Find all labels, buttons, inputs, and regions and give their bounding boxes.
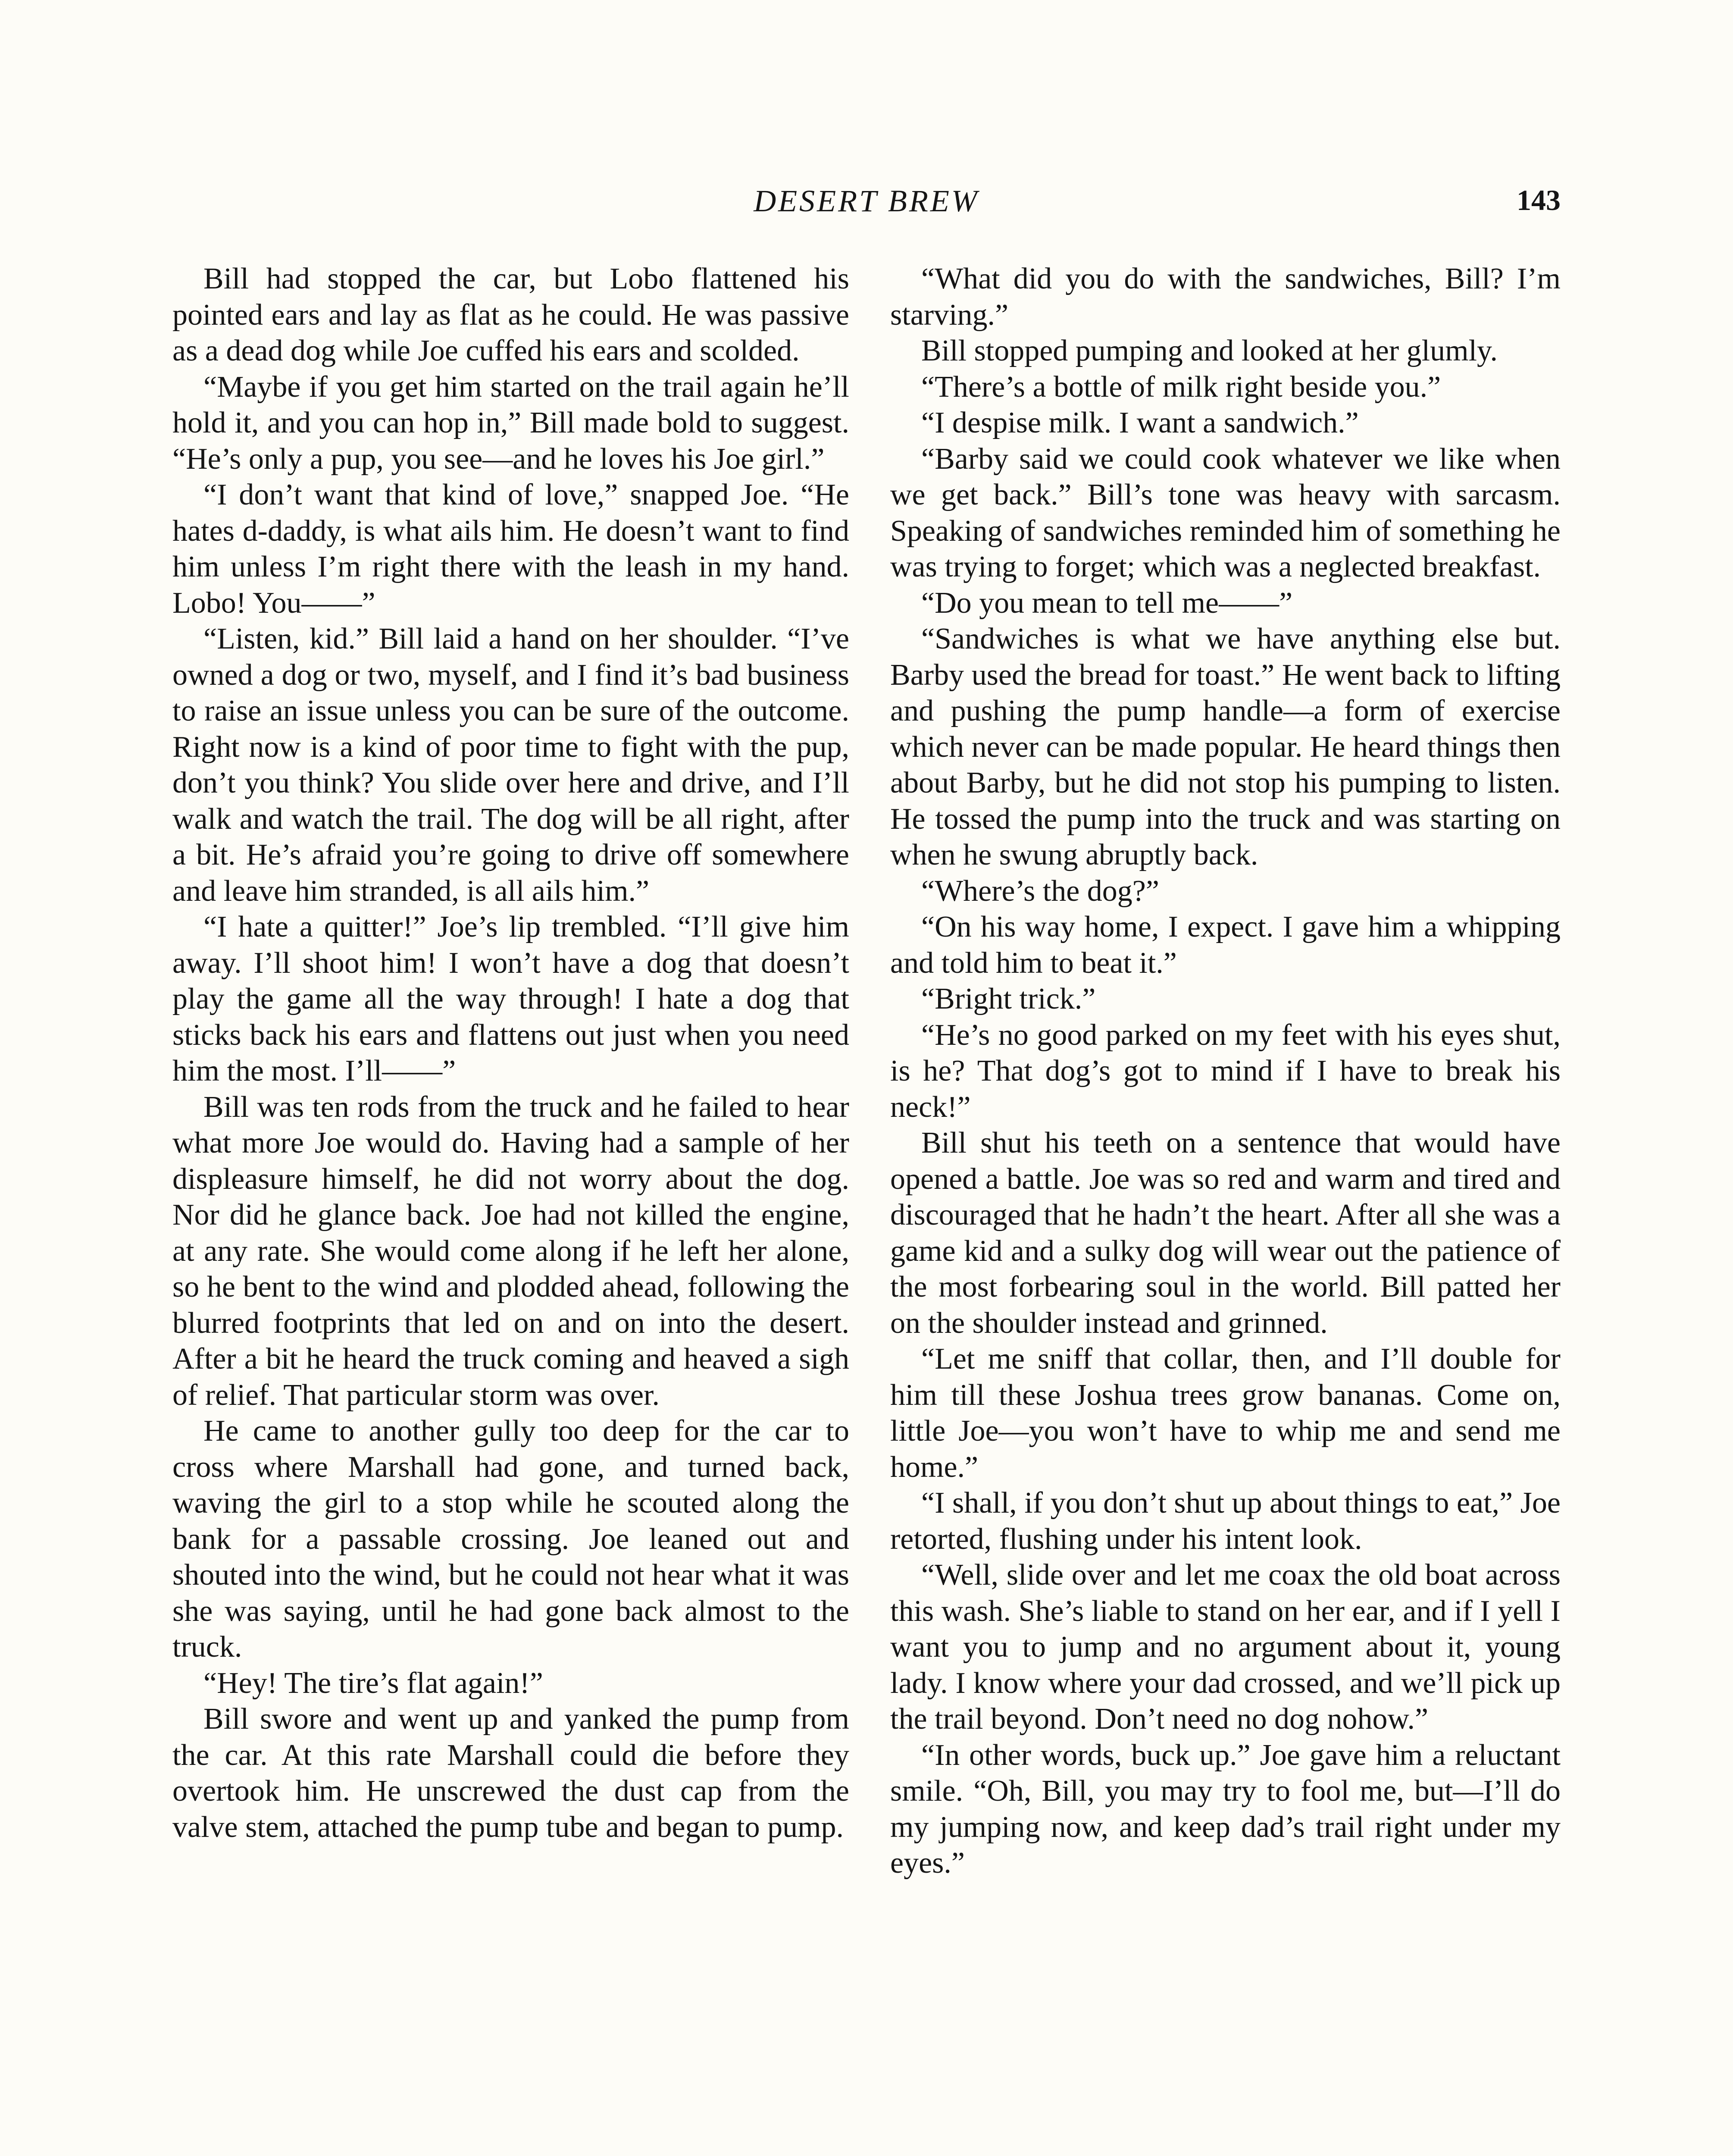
paragraph: “There’s a bottle of milk right beside you.” xyxy=(921,370,1441,404)
paragraph: “Where’s the dog?” xyxy=(921,874,1159,908)
paragraph: He came to another gully too deep for the car to cross where Marshall had gone, and turned back, waving the girl to a stop while he scouted along the bank for a passable crossing. Joe leaned out and shouted into the wind, but he could not hear what it was she was saying, until he had gone back almost to the truck. xyxy=(172,1414,849,1664)
paragraph: Bill swore and went up and yanked the pump from the car. At this rate Marshall could die before they overtook him. He unscrewed the dust cap from the valve stem, attached the pump tube and began to pump. xyxy=(172,1702,849,1844)
text-column-left xyxy=(172,261,849,1845)
page-number: 143 xyxy=(1517,184,1561,216)
text-column-right xyxy=(890,261,1561,1881)
paragraph: Bill was ten rods from the truck and he failed to hear what more Joe would do. Having had a sample of her displeasure himself, he did not worry about the dog. Nor did he glance back. Joe had not killed the engine, at any rate. She would come along if he left her alone, so he bent to the wind and plodded ahead, following the blurred footprints that led on and on into the desert. After a bit he heard the truck coming and heaved a sigh of relief. That particular storm was over. xyxy=(172,1090,849,1412)
paragraph: “I hate a quitter!” Joe’s lip trembled. “I’ll give him away. I’ll shoot him! I won’t have a dog that doesn’t play the game all the way through! I hate a dog that sticks back his ears and flattens out just when you need him the most. I’ll——” xyxy=(172,910,849,1087)
paragraph: “Maybe if you get him started on the trail again he’ll hold it, and you can hop in,” Bill made bold to suggest. “He’s only a pup, you see—and he loves his Joe girl.” xyxy=(172,370,849,476)
paragraph: “He’s no good parked on my feet with his eyes shut, is he? That dog’s got to mind if I have to break his neck!” xyxy=(890,1018,1561,1124)
paragraph: “Bright trick.” xyxy=(921,982,1096,1015)
paragraph: “On his way home, I expect. I gave him a whipping and told him to beat it.” xyxy=(890,910,1561,980)
paragraph: “What did you do with the sandwiches, Bill? I’m starving.” xyxy=(890,262,1561,332)
paragraph: “Let me sniff that collar, then, and I’ll double for him till these Joshua trees grow bananas. Come on, little Joe—you won’t have to whip me and send me home.” xyxy=(890,1342,1561,1484)
paragraph: “Barby said we could cook whatever we like when we get back.” Bill’s tone was heavy with sarcasm. Speaking of sandwiches reminded him of something he was trying to forget; which was a neglected breakfast. xyxy=(890,442,1561,583)
paragraph: “Hey! The tire’s flat again!” xyxy=(203,1666,543,1700)
paragraph: “Sandwiches is what we have anything else but. Barby used the bread for toast.” He went back to lifting and pushing the pump handle—a form of exercise which never can be made popular. He heard things then about Barby, but he did not stop his pumping to listen. He tossed the pump into the truck and was starting on when he swung abruptly back. xyxy=(890,622,1561,871)
paragraph: Bill stopped pumping and looked at her glumly. xyxy=(921,334,1498,367)
paragraph: Bill had stopped the car, but Lobo flattened his pointed ears and lay as flat as he could. He was passive as a dead dog while Joe cuffed his ears and scolded. xyxy=(172,262,849,367)
paragraph: “I shall, if you don’t shut up about things to eat,” Joe retorted, flushing under his intent look. xyxy=(890,1486,1561,1556)
running-title: DESERT BREW xyxy=(754,184,979,218)
paragraph: “Well, slide over and let me coax the old boat across this wash. She’s liable to stand on her ear, and if I yell I want you to jump and no argument about it, young lady. I know where your dad crossed, and we’ll pick up the trail beyond. Don’t need no dog nohow.” xyxy=(890,1558,1561,1736)
paragraph: Bill shut his teeth on a sentence that would have opened a battle. Joe was so red and warm and tired and discouraged that he hadn’t the heart. After all she was a game kid and a sulky dog will wear out the patience of the most forbearing soul in the world. Bill patted her on the shoulder instead and grinned. xyxy=(890,1126,1561,1340)
paragraph: “Listen, kid.” Bill laid a hand on her shoulder. “I’ve owned a dog or two, myself, and I find it’s bad business to raise an issue unless you can be sure of the outcome. Right now is a kind of poor time to fight with the pup, don’t you think? You slide over here and drive, and I’ll walk and watch the trail. The dog will be all right, after a bit. He’s afraid you’re going to drive off somewhere and leave him stranded, is all ails him.” xyxy=(172,622,849,908)
paragraph: “Do you mean to tell me——” xyxy=(921,586,1293,620)
paragraph: “I don’t want that kind of love,” snapped Joe. “He hates d-daddy, is what ails him. He doesn’t want to find him unless I’m right there with the leash in my hand. Lobo! You——” xyxy=(172,478,849,620)
paragraph: “In other words, buck up.” Joe gave him a reluctant smile. “Oh, Bill, you may try to fool me, but—I’ll do my jumping now, and keep dad’s trail right under my eyes.” xyxy=(890,1738,1561,1880)
paragraph: “I despise milk. I want a sandwich.” xyxy=(921,406,1359,439)
